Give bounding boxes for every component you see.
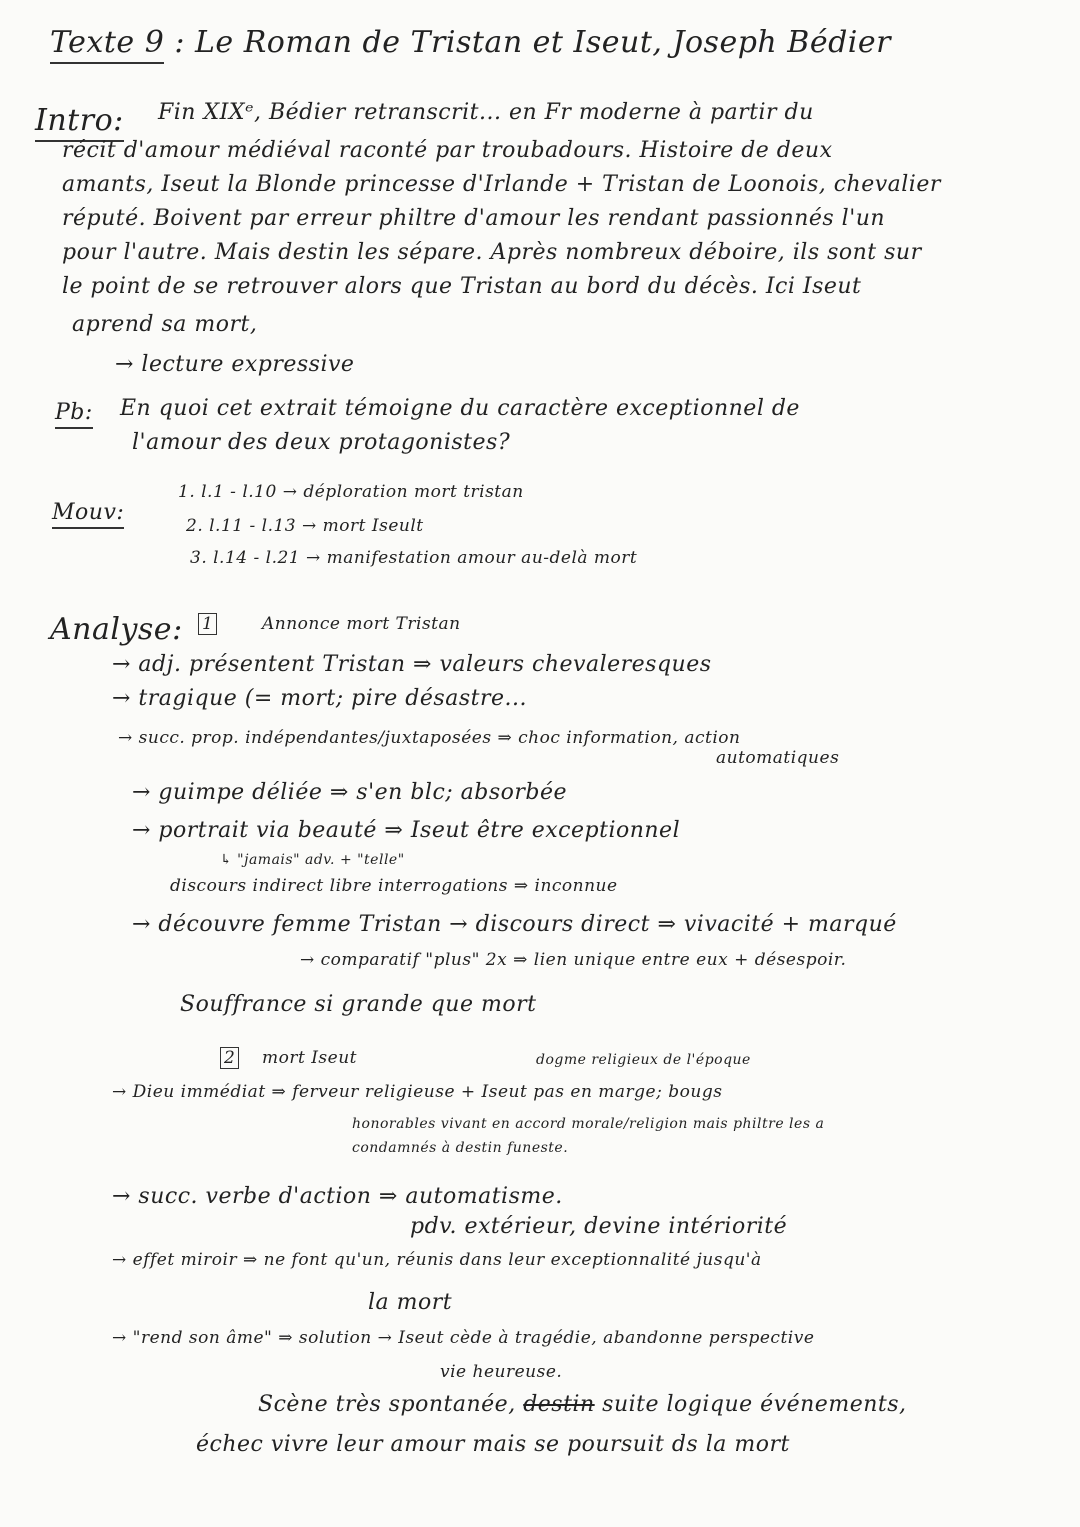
intro-reading: → lecture expressive: [115, 352, 355, 377]
analysis-point: → guimpe déliée ⇒ s'en blc; absorbée: [132, 780, 568, 805]
analysis-subpoint: la mort: [368, 1290, 453, 1315]
intro-line: aprend sa mort,: [72, 312, 258, 337]
title-row: [50, 25, 891, 60]
analysis-label: Analyse:: [50, 612, 183, 647]
problem-line: En quoi cet extrait témoigne du caractère exceptionnel de: [120, 396, 800, 421]
analysis-point: → succ. verbe d'action ⇒ automatisme.: [112, 1184, 563, 1209]
movement-item: 3. l.14 - l.21 → manifestation amour au-delà mort: [190, 548, 638, 568]
problem-label: Pb:: [55, 400, 93, 425]
intro-line: pour l'autre. Mais destin les sépare. Après nombreux déboire, ils sont sur: [62, 240, 922, 265]
analysis-subpoint: vie heureuse.: [440, 1362, 563, 1382]
analysis-point: automatiques: [716, 748, 840, 768]
part1-title: Annonce mort Tristan: [262, 614, 461, 634]
analysis-subpoint: ↳ "jamais" adv. + "telle": [220, 852, 405, 868]
intro-line: Fin XIXᵉ, Bédier retranscrit... en Fr moderne à partir du: [158, 100, 814, 125]
analysis-point: → Dieu immédiat ⇒ ferveur religieuse + Iseut pas en marge; bougs: [112, 1082, 723, 1102]
intro-line: amants, Iseut la Blonde princesse d'Irlande + Tristan de Loonois, chevalier: [62, 172, 941, 197]
movement-item: 2. l.11 - l.13 → mort Iseult: [186, 516, 424, 536]
intro-line: réputé. Boivent par erreur philtre d'amour les rendant passionnés l'un: [62, 206, 886, 231]
part2-note: dogme religieux de l'époque: [536, 1052, 751, 1068]
analysis-point: → portrait via beauté ⇒ Iseut être exceptionnel: [132, 818, 681, 843]
title-label: Texte 9: [50, 25, 164, 64]
part2-title: mort Iseut: [262, 1048, 357, 1068]
movements-label: Mouv:: [52, 500, 124, 525]
analysis-subpoint: condamnés à destin funeste.: [352, 1140, 569, 1156]
title-text: : Le Roman de Tristan et Iseut, Joseph Bédier: [174, 25, 891, 60]
movement-item: 1. l.1 - l.10 → déploration mort tristan: [178, 482, 524, 502]
analysis-point: → effet miroir ⇒ ne font qu'un, réunis dans leur exceptionnalité jusqu'à: [112, 1250, 762, 1270]
analysis-subpoint: honorables vivant en accord morale/religion mais philtre les a: [352, 1116, 825, 1132]
part1-number: 1: [198, 614, 217, 634]
part2-number: 2: [220, 1048, 239, 1068]
analysis-conclusion: Souffrance si grande que mort: [180, 992, 537, 1017]
intro-line: le point de se retrouver alors que Tristan au bord du décès. Ici Iseut: [62, 274, 862, 299]
analysis-point: → découvre femme Tristan → discours direct ⇒ vivacité + marqué: [132, 912, 897, 937]
analysis-conclusion: échec vivre leur amour mais se poursuit ds la mort: [196, 1432, 790, 1457]
problem-line: l'amour des deux protagonistes?: [132, 430, 511, 455]
analysis-point: → tragique (= mort; pire désastre...: [112, 686, 527, 711]
analysis-subpoint: → comparatif "plus" 2x ⇒ lien unique entre eux + désespoir.: [300, 950, 847, 970]
analysis-point: → succ. prop. indépendantes/juxtaposées ⇒ choc information, action: [118, 728, 741, 748]
analysis-subpoint: discours indirect libre interrogations ⇒ inconnue: [170, 876, 618, 896]
analysis-point: → "rend son âme" ⇒ solution → Iseut cède à tragédie, abandonne perspective: [112, 1328, 815, 1348]
analysis-subpoint: pdv. extérieur, devine intériorité: [410, 1214, 788, 1239]
analysis-point: → adj. présentent Tristan ⇒ valeurs chevaleresques: [112, 652, 712, 677]
struck-word: destin: [523, 1392, 595, 1417]
intro-line: récit d'amour médiéval raconté par troubadours. Histoire de deux: [62, 138, 833, 163]
intro-label: Intro:: [35, 103, 124, 138]
analysis-conclusion: Scène très spontanée, destin suite logique événements,: [258, 1392, 907, 1417]
